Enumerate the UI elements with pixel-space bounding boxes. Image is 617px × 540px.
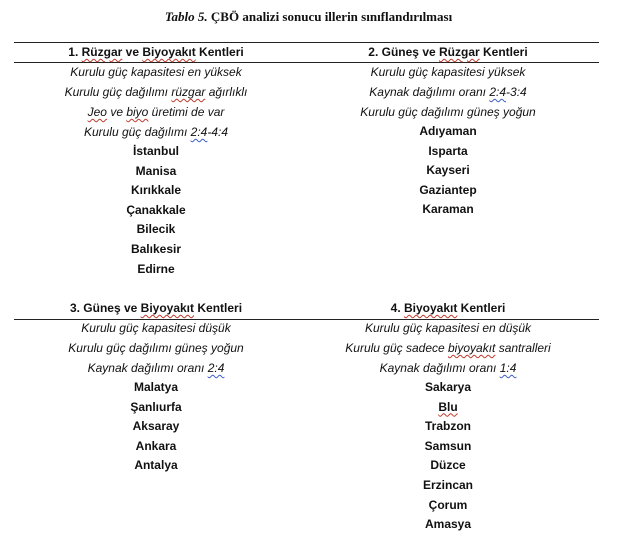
city-item: Bilecik xyxy=(136,222,176,237)
city-item: Malatya xyxy=(133,380,179,394)
group-4-title: 4. Biyoyakıt Kentleri xyxy=(390,301,506,315)
city-item: Adıyaman xyxy=(419,124,477,138)
city-item: Samsun xyxy=(424,438,472,453)
city-item: Manisa xyxy=(135,163,177,178)
group-3-line-3: Kaynak dağılımı oranı 2:4 xyxy=(87,361,225,375)
group-4-line-2: Kurulu güç sadece biyoyakıt santralleri xyxy=(345,341,551,355)
group-1 xyxy=(6,42,306,279)
city-item: Gaziantep xyxy=(419,182,477,197)
group-1-title: 1. Rüzgar ve Biyoyakıt Kentleri xyxy=(68,45,244,59)
group-2-line-3: Kurulu güç dağılımı güneş yoğun xyxy=(360,105,536,119)
city-item: Sakarya xyxy=(424,380,472,394)
city-item: İstanbul xyxy=(132,144,179,158)
city-item: Blu xyxy=(438,399,458,414)
group-2-title: 2. Güneş ve Rüzgar Kentleri xyxy=(368,45,528,59)
group-1-line-4: Kurulu güç dağılımı 2:4-4:4 xyxy=(83,125,229,139)
group-4-line-1: Kurulu güç kapasitesi en düşük xyxy=(364,321,532,335)
city-item: Çanakkale xyxy=(126,202,186,217)
table-caption xyxy=(0,9,617,25)
group-1-line-3: Jeo ve biyo üretimi de var xyxy=(87,105,225,119)
city-item: Ankara xyxy=(135,438,177,453)
group-4 xyxy=(298,298,598,535)
group-3-title: 3. Güneş ve Biyoyakıt Kentleri xyxy=(69,301,243,315)
city-item: Kırıkkale xyxy=(130,183,182,198)
group-4-line-3: Kaynak dağılımı oranı 1:4 xyxy=(379,361,517,375)
group-3-line-1: Kurulu güç kapasitesi düşük xyxy=(81,321,231,335)
group-1-line-1: Kurulu güç kapasitesi en yüksek xyxy=(70,65,242,79)
city-item: Amasya xyxy=(424,517,472,532)
city-item: Edirne xyxy=(137,261,175,276)
city-item: Balıkesir xyxy=(130,241,182,256)
group-2-line-2: Kaynak dağılımı oranı 2:4-3:4 xyxy=(369,85,527,99)
group-1-line-2: Kurulu güç dağılımı rüzgar ağırlıklı xyxy=(64,85,248,99)
group-2-line-1: Kurulu güç kapasitesi yüksek xyxy=(370,65,526,79)
group-3 xyxy=(6,298,306,476)
city-item: Trabzon xyxy=(424,419,471,434)
group-3-line-2: Kurulu güç dağılımı güneş yoğun xyxy=(68,341,244,355)
city-item: Isparta xyxy=(428,143,468,158)
city-item: Aksaray xyxy=(132,419,180,434)
city-item: Karaman xyxy=(422,202,474,217)
caption-label: Tablo 5. xyxy=(164,9,208,24)
city-item: Çorum xyxy=(428,497,468,512)
city-item: Antalya xyxy=(134,458,178,473)
city-item: Erzincan xyxy=(422,477,473,492)
city-item: Düzce xyxy=(430,458,466,473)
caption-text: ÇBÖ analizi sonucu illerin sınıflandırılması xyxy=(207,9,453,24)
group-2 xyxy=(298,42,598,220)
city-item: Şanlıurfa xyxy=(130,399,182,414)
city-item: Kayseri xyxy=(426,163,470,178)
